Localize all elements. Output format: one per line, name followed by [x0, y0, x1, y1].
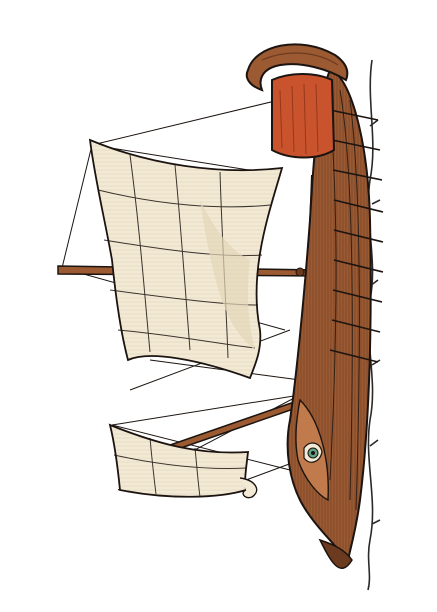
- main-sail: [90, 140, 282, 378]
- stern-cabin: [272, 74, 334, 158]
- fore-sail: [110, 425, 257, 498]
